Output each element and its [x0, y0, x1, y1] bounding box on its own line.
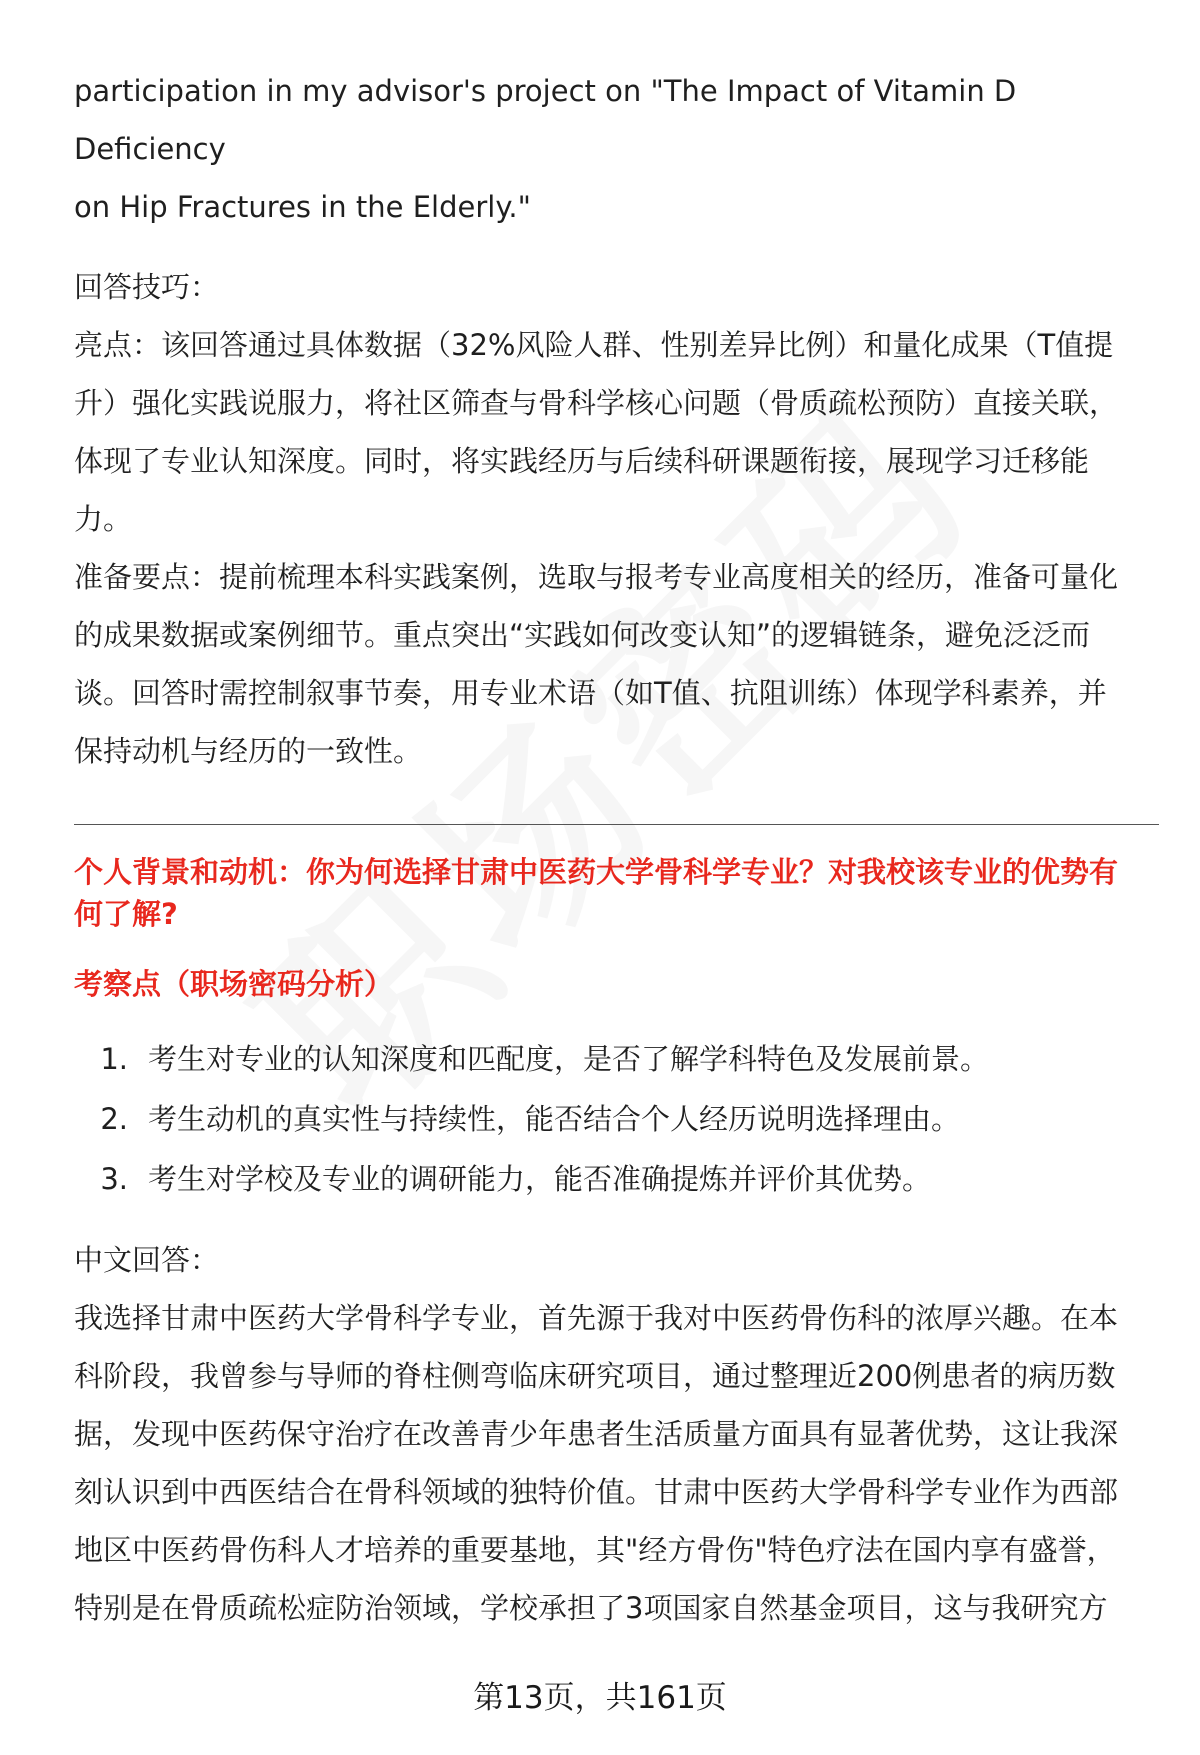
list-number: 3. [100, 1162, 128, 1196]
highlight-paragraph [74, 316, 1159, 548]
answer-label: 中文回答： [74, 1243, 220, 1277]
intro-line: on Hip Fractures in the Elderly." [74, 190, 531, 224]
answer-paragraph [74, 1289, 1159, 1637]
paragraph-line: 体现了专业认知深度。同时，将实践经历与后续科研课题衔接，展现学习迁移能 [74, 444, 1090, 478]
section-divider [74, 824, 1159, 825]
list-text: 考生动机的真实性与持续性，能否结合个人经历说明选择理由。 [148, 1102, 961, 1136]
list-number: 2. [100, 1102, 128, 1136]
paragraph-line: 我选择甘肃中医药大学骨科学专业，首先源于我对中医药骨伤科的浓厚兴趣。在本 [74, 1301, 1119, 1335]
analysis-list [74, 1029, 1159, 1209]
list-item [74, 1089, 1159, 1149]
paragraph-line: 据，发现中医药保守治疗在改善青少年患者生活质量方面具有显著优势，这让我深 [74, 1417, 1119, 1451]
list-item [74, 1029, 1159, 1089]
paragraph-line: 谈。回答时需控制叙事节奏，用专业术语（如T值、抗阻训练）体现学科素养，并 [74, 676, 1107, 710]
question-line: 何了解? [74, 897, 178, 931]
paragraph-line: 的成果数据或案例细节。重点突出“实践如何改变认知”的逻辑链条，避免泛泛而 [74, 618, 1091, 652]
paragraph-line: 科阶段，我曾参与导师的脊柱侧弯临床研究项目，通过整理近200例患者的病历数 [74, 1359, 1116, 1393]
list-number: 1. [100, 1042, 128, 1076]
paragraph-line: 地区中医药骨伤科人才培养的重要基地，其"经方骨伤"特色疗法在国内享有盛誉， [74, 1533, 1116, 1567]
list-item [74, 1149, 1159, 1209]
intro-line: participation in my advisor's project on "The Impact of Vitamin D Deficiency [74, 74, 1017, 166]
analysis-title: 考察点（职场密码分析） [74, 967, 394, 1001]
list-text: 考生对专业的认知深度和匹配度，是否了解学科特色及发展前景。 [148, 1042, 990, 1076]
paragraph-line: 刻认识到中西医结合在骨科领域的独特价值。甘肃中医药大学骨科学专业作为西部 [74, 1475, 1119, 1509]
list-text: 考生对学校及专业的调研能力，能否准确提炼并评价其优势。 [148, 1162, 932, 1196]
page-footer: 第13页，共161页 [473, 1680, 727, 1716]
paragraph-line: 亮点：该回答通过具体数据（32%风险人群、性别差异比例）和量化成果（T值提 [74, 328, 1114, 362]
paragraph-line: 升）强化实践说服力，将社区筛查与骨科学核心问题（骨质疏松预防）直接关联， [74, 386, 1119, 420]
question-heading [74, 851, 1159, 935]
paragraph-line: 特别是在骨质疏松症防治领域，学校承担了3项国家自然基金项目，这与我研究方 [74, 1591, 1108, 1625]
question-line: 个人背景和动机：你为何选择甘肃中医药大学骨科学专业？对我校该专业的优势有 [74, 855, 1119, 889]
paragraph-line: 力。 [74, 502, 133, 536]
tips-label: 回答技巧： [74, 270, 220, 304]
prep-paragraph [74, 548, 1159, 780]
paragraph-line: 保持动机与经历的一致性。 [74, 734, 423, 768]
document-page [74, 62, 1159, 1637]
paragraph-line: 准备要点：提前梳理本科实践案例，选取与报考专业高度相关的经历，准备可量化 [74, 560, 1119, 594]
